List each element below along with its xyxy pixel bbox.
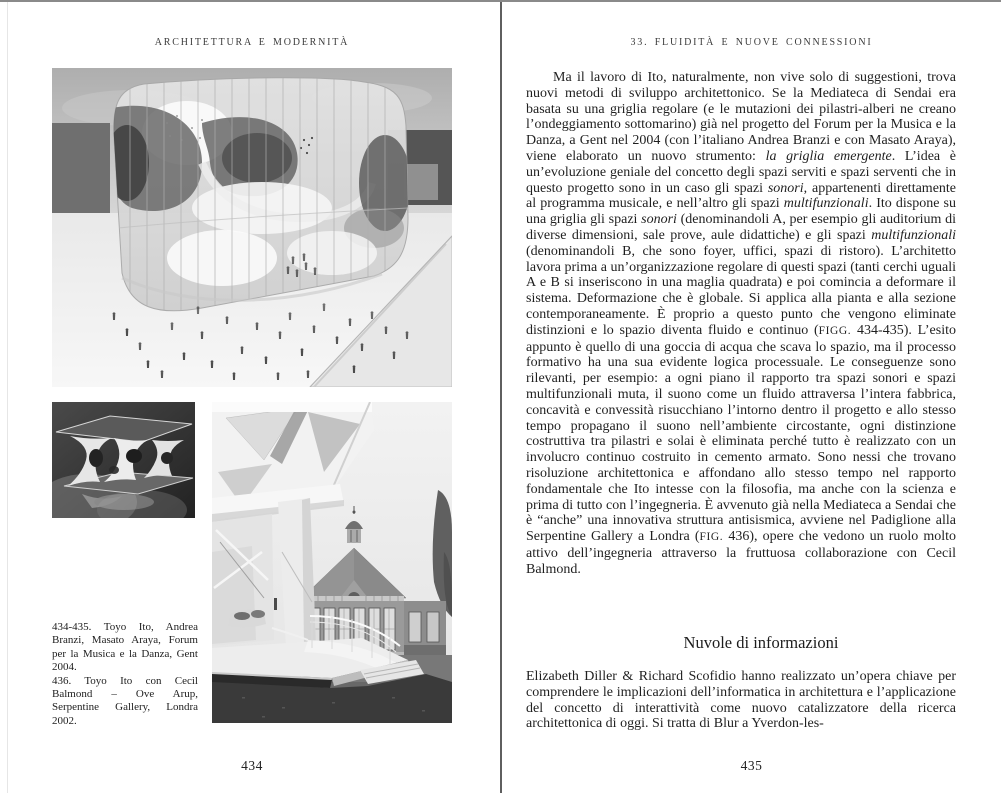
caption-serpentine: 436. Toyo Ito con Cecil Balmond – Ove Arup, Serpentine Gallery, Londra 2002. — [52, 674, 198, 727]
forum-model-photo — [52, 68, 452, 387]
grid-model-photo — [52, 402, 195, 518]
right-page — [502, 0, 1001, 793]
caption-forum: 434-435. Toyo Ito, Andrea Branzi, Masato Araya, Forum per la Musica e la Danza, Gent 2004. — [52, 621, 198, 674]
body-paragraph-1: Ma il lavoro di Ito, naturalmente, non vive solo di suggestioni, trova nuovi metodi di sviluppo architettonico. Se la Mediateca di Sendai era basata su una griglia regolare (e le mutazioni dei pilastri-alberi ne creano l’ondeggiamento sottomarino) già nel progetto del Forum per la Musica e la Danza, a Gent nel 2004 (con l’italiano Andrea Branzi e con Masato Araya), viene elaborato un nuovo strumento: la griglia emergente. L’idea è un’evoluzione geniale del concetto degli spazi serviti e spazi serventi che in questo progetto sono in un caso gli spazi sonori, appartenenti direttamente al programma musicale, e nell’altro gli spazi multifunzionali. Ito dispone su una griglia gli spazi sonori (denominandoli A, per esempio gli auditorium di diverse dimensioni, sale prove, aule didattiche) e gli spazi multifunzionali (denominandoli B, che sono foyer, uffici, spazi di ristoro). L’architetto lavora prima a un’organizzazione regolare di questi spazi (tanti cerchi uguali A e B si inseriscono in una maglia quadrata) e poi comincia a deformare il sistema. Deformazione che è globale. Si applica alla pianta e alla sezione contemporaneamente. È proprio a questo punto che vengono eliminate distinzioni e lo spazio diventa fluido e continuo (FIGG. 434-435). L’esito appunto è quello di una goccia di acqua che scava lo spazio, ma il processo formativo ha una sua evidente logica processuale. Le conseguenze sono rilevanti, per esempio: a ogni piano il rapporto tra spazi sonori e spazi multifunzionali muta, il suono come un fluido attraversa l’intera fabbrica, concavità e convessità risucchiano l’intorno dentro il progetto e allo stesso tempo propagano il suono nell’ambiente circostante, ogni distinzione costruttiva tra pilastri e solai è eliminata perché tutto è realizzato con un involucro continuo costruito in cemento armato. Sono nessi che trovano risoluzione architettonica e affondano allo stesso tempo nel rapporto fondamentale che Ito intesse con la filosofia, ma anche con la scienza e prima di tutto con l’ingegneria. È avvenuto già nella Mediateca a Sendai che è “anche” una innovativa struttura antisismica, avviene nel Padiglione alla Serpentine Gallery a Londra (FIG. 436), opere che vedono un ruolo molto attivo dell’ingegneria attraverso la fruttuosa collaborazione con Cecil Balmond. — [526, 70, 957, 577]
left-page — [8, 0, 500, 793]
section-heading: Nuvole di informazioni — [683, 633, 839, 652]
forum-model-illustration — [52, 68, 452, 387]
grid-model-illustration — [52, 402, 195, 518]
serpentine-illustration — [212, 402, 452, 723]
serpentine-pavilion-photo — [212, 402, 452, 723]
body-paragraph-2: Elizabeth Diller & Richard Scofidio hanno realizzato un’opera chiave per comprendere le implicazioni dell’informatica in architettura e l’applicazione del concetto di interattività come nuovo catalizzatore della ricerca architettonica di oggi. Si tratta di Blur a Yverdon-les- — [526, 669, 956, 732]
left-page-number: 434 — [241, 758, 263, 773]
left-running-head: ARCHITETTURA E MODERNITÀ — [154, 37, 350, 48]
right-page-number: 435 — [740, 758, 763, 773]
right-running-head: 33. FLUIDITÀ E NUOVE CONNESSIONI — [630, 37, 873, 48]
figure-captions — [52, 621, 198, 728]
